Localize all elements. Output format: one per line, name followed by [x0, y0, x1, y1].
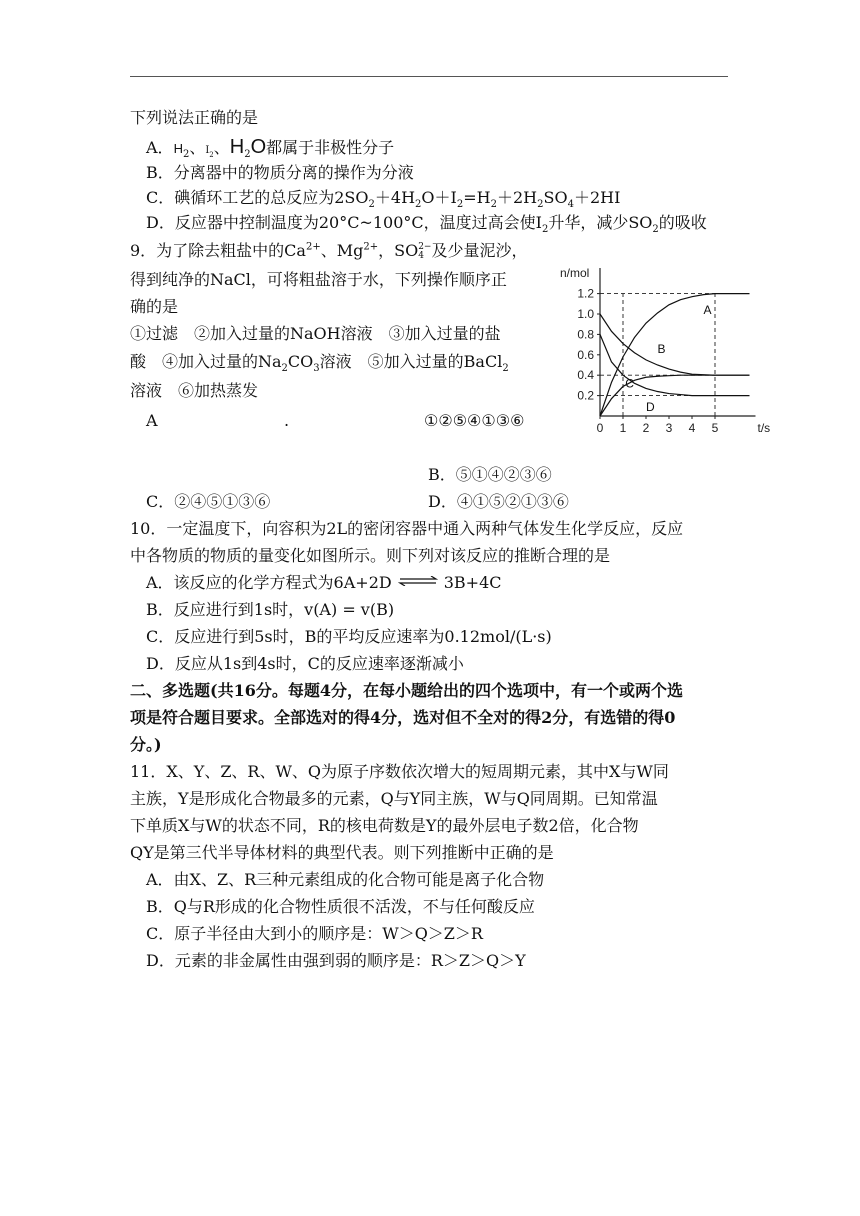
q11-line-1: 11．X、Y、Z、R、W、Q为原子序数依次增大的短周期元素，其中X与W同 — [130, 762, 669, 781]
x-axis-label: t/s — [757, 421, 771, 435]
q9-option-a-value: ①②⑤④①③⑥ — [424, 411, 525, 430]
series-line-b — [600, 314, 750, 375]
y-tick-label: 0.6 — [577, 347, 594, 362]
series-label-c: C — [625, 376, 634, 391]
section2-line-3: 分。) — [130, 735, 162, 754]
q11-line-3: 下单质X与W的状态不同，R的核电荷数是Y的最外层电子数2倍，化合物 — [130, 816, 639, 835]
q9-option-a-label: A — [146, 411, 158, 430]
section2-line-2: 项是符合题目要求。全部选对的得4分，选对但不全对的得2分，有选错的得0 — [130, 708, 676, 727]
q9-option-d: D．④①⑤②①③⑥ — [428, 492, 569, 511]
section2-line-1: 二、多选题(共16分。每题4分，在每小题给出的四个选项中，有一个或两个选 — [130, 681, 683, 700]
y-tick-label: 0.2 — [577, 388, 594, 403]
series-label-d: D — [646, 399, 655, 414]
q9-option-c: C．②④⑤①③⑥ — [146, 492, 271, 511]
y-axis-label: n/mol — [560, 266, 590, 280]
q8-option-d: D．反应器中控制温度为20°C~100°C，温度过高会使$I_2$升华，减少$SO_2$的吸收 — [146, 213, 707, 236]
q8-option-b: B．分离器中的物质分离的操作为分液 — [146, 163, 414, 182]
x-tick-label: 1 — [619, 421, 627, 435]
q10-line-1: 10．一定温度下，向容积为2L的密闭容器中通入两种气体发生化学反应，反应 — [130, 519, 684, 538]
reversible-arrow-icon — [398, 576, 438, 586]
q9-line-1: 9．为了除去粗盐中的$Ca^{2+}$、$Mg^{2+}$，SO 2− 4 及少量泥沙， — [130, 241, 528, 261]
q10-option-c: C．反应进行到5s时，B的平均反应速率为0.12mol/(L·s) — [146, 627, 552, 646]
q8-option-a: A．$H_2$、$I_2$、$H_2O$都属于非极性分子 — [146, 136, 395, 161]
q9-line-6: 溶液 ⑥加热蒸发 — [130, 381, 259, 400]
header-rule — [130, 76, 728, 77]
q11-option-a: A．由X、Z、R三种元素组成的化合物可能是离子化合物 — [146, 870, 545, 889]
x-tick-label: 3 — [665, 421, 673, 435]
y-tick-label: 0.4 — [577, 368, 594, 383]
q11-option-b: B．Q与R形成的化合物性质很不活泼，不与任何酸反应 — [146, 897, 535, 916]
q10-option-d: D．反应从1s到4s时，C的反应速率逐渐减小 — [146, 654, 464, 673]
x-tick-label: 5 — [711, 421, 719, 435]
q11-option-c: C．原子半径由大到小的顺序是：W＞Q＞Z＞R — [146, 924, 483, 943]
x-tick-label: 2 — [642, 421, 650, 435]
y-tick-label: 1.2 — [577, 286, 594, 301]
q8-stem: 下列说法正确的是 — [130, 108, 259, 127]
q11-line-2: 主族，Y是形成化合物最多的元素，Q与Y同主族，W与Q同周期。已知常温 — [130, 789, 658, 808]
q10-option-b: B．反应进行到1s时，v(A) = v(B) — [146, 600, 395, 619]
q10-line-2: 中各物质的物质的量变化如图所示。则下列对该反应的推断合理的是 — [130, 546, 611, 565]
series-label-a: A — [703, 303, 712, 317]
q9-line-4: ①过滤 ②加入过量的NaOH溶液 ③加入过量的盐 — [130, 324, 501, 343]
y-tick-label: 0.8 — [577, 327, 594, 342]
q9-line-5: 酸 ④加入过量的$Na_2CO_3$溶液 ⑤加入过量的BaCl$_2$ — [130, 352, 509, 375]
series-line-a — [600, 294, 750, 416]
q10-option-a: A．该反应的化学方程式为6A+2D 3B+4C — [146, 573, 502, 592]
q9-option-b: B．⑤①④②③⑥ — [428, 465, 552, 484]
x-tick-label: 0 — [596, 421, 604, 435]
q9-line-2: 得到纯净的NaCl，可将粗盐溶于水，下列操作顺序正 — [130, 270, 507, 289]
q9-option-a-dot: . — [284, 411, 290, 430]
series-label-b: B — [657, 341, 666, 356]
q9-line-3: 确的是 — [130, 297, 179, 316]
q11-option-d: D．元素的非金属性由强到弱的顺序是：R＞Z＞Q＞Y — [146, 951, 526, 970]
q8-option-c: C．碘循环工艺的总反应为$2SO_2+4H_2O+I_2=H_2+2H_2SO_4+2HI$ — [146, 188, 621, 211]
x-tick-label: 4 — [688, 421, 696, 435]
y-tick-label: 1.0 — [577, 307, 594, 321]
mole-vs-time-chart — [556, 262, 780, 438]
q11-line-4: QY是第三代半导体材料的典型代表。则下列推断中正确的是 — [130, 843, 554, 862]
